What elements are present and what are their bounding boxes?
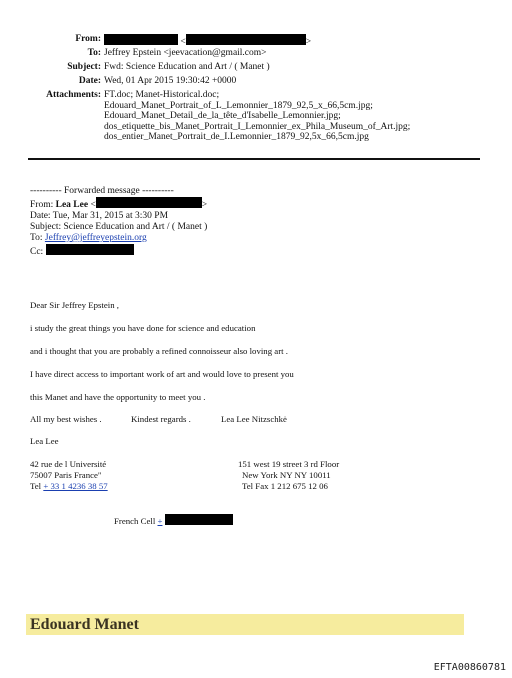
- subject-label: Subject:: [67, 62, 101, 72]
- forwarded-block: [30, 186, 207, 258]
- closing-regards: Kindest regards .: [131, 414, 191, 424]
- banner-title: Edouard Manet: [30, 616, 139, 633]
- forwarded-cc: Cc:: [30, 244, 207, 258]
- forwarded-subject: Subject: Science Education and Art / ( Manet ): [30, 222, 208, 232]
- signature-names: Lea Lee Nitzschkė: [221, 414, 287, 424]
- document-id: EFTA00860781: [433, 662, 506, 673]
- from-bracket-close: >: [305, 37, 312, 47]
- from-label: From:: [75, 34, 101, 44]
- signature-name: Lea Lee: [30, 436, 59, 446]
- redaction-block: [96, 197, 202, 208]
- address-paris: 42 rue de l Université 75007 Paris France" Tel + 33 1 4236 38 57: [30, 459, 108, 491]
- attachment-item[interactable]: Edouard_Manet_Portrait_of_L_Lemonnier_1879_92,5_x_66,5cm.jpg;: [104, 100, 373, 111]
- redaction-block: [46, 244, 134, 255]
- redaction-block: [165, 514, 233, 525]
- address-new-york: 151 west 19 street 3 rd Floor New York NY NY 10011 Tel Fax 1 212 675 12 06: [238, 459, 340, 491]
- attachment-item[interactable]: dos_entier_Manet_Portrait_de_I.Lemonnier_1879_92,5x_66,5cm.jpg: [104, 132, 369, 143]
- french-cell-link[interactable]: +: [157, 516, 163, 526]
- body-paragraph: I have direct access to important work of art and would love to present you: [30, 369, 294, 379]
- date-value: Wed, 01 Apr 2015 19:30:42 +0000: [104, 76, 237, 86]
- to-value: Jeffrey Epstein <jeevacation@gmail.com>: [104, 48, 267, 58]
- attachments-list: [104, 90, 410, 143]
- forwarded-date: Date: Tue, Mar 31, 2015 at 3:30 PM: [30, 211, 169, 221]
- attachments-label: Attachments:: [46, 90, 101, 100]
- to-label: To:: [87, 48, 101, 58]
- forwarded-to: To: Jeffrey@jeffreyepstein.org: [30, 233, 147, 243]
- redaction-block: [186, 34, 306, 45]
- greeting: Dear Sir Jeffrey Epstein ,: [30, 300, 119, 310]
- forwarded-from-name: Lea Lee: [55, 200, 89, 210]
- body-paragraph: this Manet and have the opportunity to meet you .: [30, 392, 206, 402]
- attachment-item[interactable]: FT.doc; Manet-Historical.doc;: [104, 90, 220, 100]
- subject-value: Fwd: Science Education and Art / ( Manet ): [104, 62, 270, 72]
- closing-wishes: All my best wishes .: [30, 414, 102, 424]
- forwarded-from: From: Lea Lee < >: [30, 197, 207, 211]
- redaction-block: [104, 34, 178, 45]
- body-paragraph: and i thought that you are probably a refined connoisseur also loving art .: [30, 346, 288, 356]
- paris-phone-link[interactable]: + 33 1 4236 38 57: [43, 481, 108, 491]
- attachment-item[interactable]: Edouard_Manet_Detail_de_la_tête_d'Isabelle_Lemonnier.jpg;: [104, 111, 341, 122]
- from-bracket-open: <: [180, 37, 186, 47]
- forwarded-to-link[interactable]: Jeffrey@jeffreyepstein.org: [44, 233, 147, 243]
- date-label: Date:: [78, 76, 101, 86]
- header-divider: [28, 158, 480, 160]
- from-value: [104, 34, 311, 47]
- french-cell: French Cell +: [114, 514, 233, 526]
- forwarded-separator: ---------- Forwarded message ----------: [30, 186, 174, 196]
- attachment-item[interactable]: dos_etiquette_bis_Manet_Portrait_I_Lemonnier_ex_Phila_Museum_of_Art.jpg;: [104, 121, 411, 132]
- body-paragraph: i study the great things you have done for science and education: [30, 323, 256, 333]
